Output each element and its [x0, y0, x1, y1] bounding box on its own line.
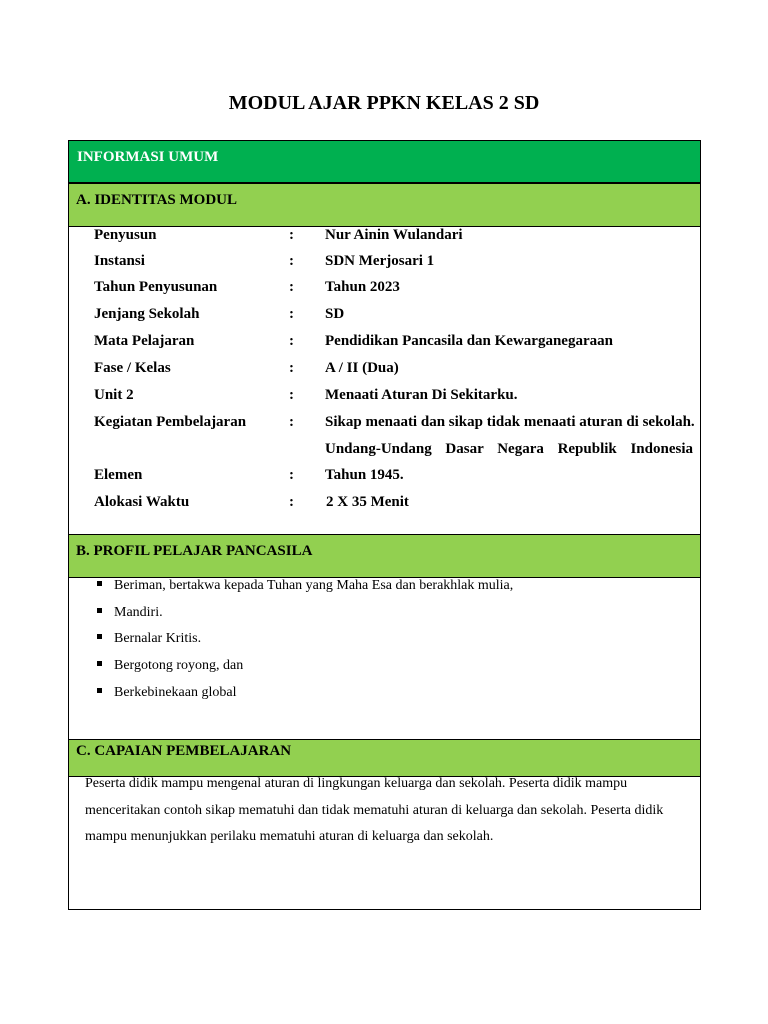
identity-label: Elemen — [94, 467, 143, 483]
identitas-modul-list — [69, 227, 700, 534]
identity-colon: : — [289, 306, 294, 322]
list-item — [97, 685, 236, 701]
identity-value: 2 X 35 Menit — [326, 494, 409, 510]
identitas-modul-header: A. IDENTITAS MODUL — [69, 183, 700, 227]
identity-row-tahun-penyusunan — [69, 279, 700, 301]
list-item-text: Berkebinekaan global — [114, 685, 237, 700]
square-bullet-icon — [97, 688, 102, 693]
identity-label: Kegiatan Pembelajaran — [94, 414, 247, 430]
identity-value: Tahun 1945. — [325, 467, 404, 483]
identity-value: Sikap menaati dan sikap tidak menaati aturan di sekolah. — [325, 414, 695, 430]
document-title: MODUL AJAR PPKN KELAS 2 SD — [228, 92, 540, 114]
list-item — [97, 631, 201, 647]
identity-row-penyusun — [69, 227, 700, 249]
identity-value: Pendidikan Pancasila dan Kewarganegaraan — [325, 333, 613, 349]
identity-row-fase-kelas — [69, 360, 700, 382]
identity-label: Alokasi Waktu — [94, 494, 190, 510]
square-bullet-icon — [97, 634, 102, 639]
identity-colon: : — [289, 414, 294, 430]
identity-value: Menaati Aturan Di Sekitarku. — [325, 387, 518, 403]
identity-value: Tahun 2023 — [325, 279, 400, 295]
square-bullet-icon — [97, 661, 102, 666]
identity-colon: : — [289, 227, 294, 243]
identity-colon: : — [289, 494, 294, 510]
identity-value: SDN Merjosari 1 — [325, 253, 435, 269]
identity-row-continuation — [69, 441, 700, 463]
profil-pelajar-list — [69, 578, 700, 739]
identity-label: Penyusun — [94, 227, 157, 243]
module-table — [68, 140, 701, 910]
list-item-text: Mandiri. — [114, 605, 163, 620]
capaian-text: Peserta didik mampu mengenal aturan di lingkungan keluarga dan sekolah. Peserta didik mampu menceritakan contoh sikap mematuhi dan tidak mematuhi aturan di keluarga dan sekolah. Peserta didik mampu menunjukkan perilaku mematuhi aturan di keluarga dan sekolah. — [85, 776, 664, 844]
identity-colon: : — [289, 253, 294, 269]
identity-label: Fase / Kelas — [94, 360, 171, 376]
identity-row-instansi — [69, 253, 700, 275]
list-item — [97, 605, 163, 621]
list-item — [97, 578, 513, 594]
identity-row-jenjang-sekolah — [69, 306, 700, 328]
identity-label: Instansi — [94, 253, 145, 269]
identity-row-mata-pelajaran — [69, 333, 700, 355]
identity-row-unit — [69, 387, 700, 409]
identity-colon: : — [289, 279, 294, 295]
square-bullet-icon — [97, 608, 102, 613]
identity-colon: : — [289, 333, 294, 349]
identity-colon: : — [289, 467, 294, 483]
identity-colon: : — [289, 360, 294, 376]
profil-pelajar-header: B. PROFIL PELAJAR PANCASILA — [69, 534, 700, 578]
identity-row-alokasi-waktu — [69, 494, 700, 516]
capaian-header: C. CAPAIAN PEMBELAJARAN — [69, 739, 700, 777]
identity-label: Mata Pelajaran — [94, 333, 195, 349]
list-item — [97, 658, 243, 674]
list-item-text: Beriman, bertakwa kepada Tuhan yang Maha Esa dan berakhlak mulia, — [114, 578, 514, 593]
identity-row-kegiatan — [69, 414, 700, 436]
identity-label: Unit 2 — [94, 387, 134, 403]
informasi-umum-header: INFORMASI UMUM — [69, 141, 700, 183]
list-item-text: Bergotong royong, dan — [114, 658, 244, 673]
identity-value: Undang-Undang Dasar Negara Republik Indonesia — [325, 441, 693, 457]
identity-value: SD — [325, 306, 345, 322]
square-bullet-icon — [97, 581, 102, 586]
identity-label: Jenjang Sekolah — [94, 306, 200, 322]
identity-value: A / II (Dua) — [325, 360, 399, 376]
identity-colon: : — [289, 387, 294, 403]
list-item-text: Bernalar Kritis. — [114, 631, 202, 646]
identity-value: Nur Ainin Wulandari — [325, 227, 463, 243]
identity-label: Tahun Penyusunan — [94, 279, 218, 295]
identity-row-elemen — [69, 467, 700, 489]
